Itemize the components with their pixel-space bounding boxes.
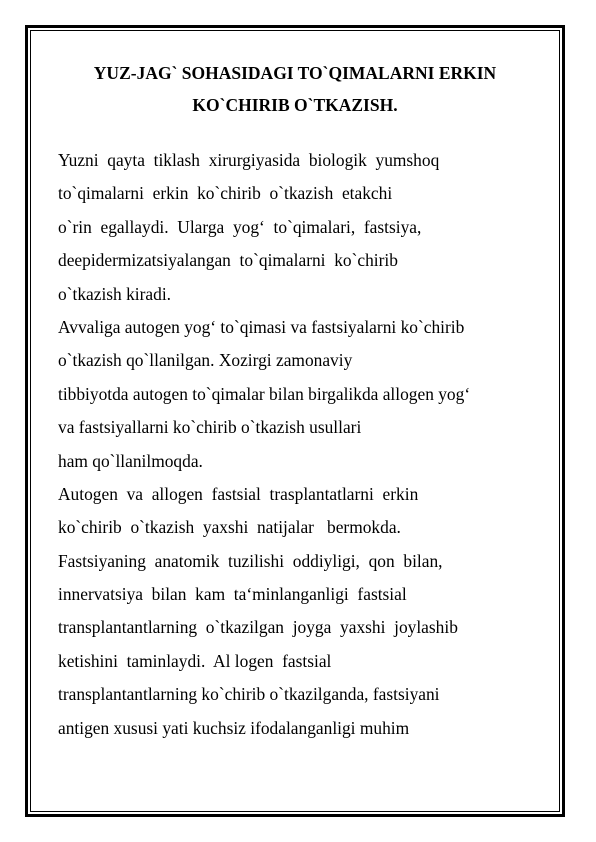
body-line: transplantantlarning ko`chirib o`tkazilganda, fastsiyani [58, 684, 440, 705]
body-line: Avvaliga autogen yog‘ to`qimasi va fastsiyalarni ko`chirib [58, 316, 465, 337]
body-line: o`rin egallaydi. Ularga yog‘ to`qimalari, fastsiya, [58, 216, 422, 237]
body-line: antigen xususi yati kuchsiz ifodalanganligi muhim [58, 717, 410, 738]
body-line: innervatsiya bilan kam ta‘minlanganligi fastsial [58, 584, 407, 605]
body-line: va fastsiyallarni ko`chirib o`tkazish usullari [58, 417, 362, 438]
body-line: o`tkazish kiradi. [58, 283, 172, 304]
body-line: tibbiyotda autogen to`qimalar bilan birgalikda allogen yog‘ [58, 383, 471, 404]
document-body [58, 150, 538, 751]
body-line: ketishini taminlaydi. Al logen fastsial [58, 650, 332, 671]
body-line: Autogen va allogen fastsial trasplantatlarni erkin [58, 483, 419, 504]
body-line: to`qimalarni erkin ko`chirib o`tkazish etakchi [58, 183, 393, 204]
body-line: deepidermizatsiyalangan to`qimalarni ko`chirib [58, 250, 398, 271]
body-line: o`tkazish qo`llanilgan. Xozirgi zamonaviy [58, 350, 353, 371]
body-line: ko`chirib o`tkazish yaxshi natijalar bermokda. [58, 517, 401, 538]
body-line: transplantantlarning o`tkazilgan joyga yaxshi joylashib [58, 617, 458, 638]
document-title-line-2: KO`CHIRIB O`TKAZISH. [192, 95, 398, 115]
body-line: Yuzni qayta tiklash xirurgiyasida biologik yumshoq [58, 150, 440, 170]
body-line: ham qo`llanilmoqda. [58, 450, 203, 471]
document-title-line-1: YUZ-JAG` SOHASIDAGI TO`QIMALARNI ERKIN [93, 63, 497, 83]
body-line: Fastsiyaning anatomik tuzilishi oddiyligi, qon bilan, [58, 550, 443, 571]
